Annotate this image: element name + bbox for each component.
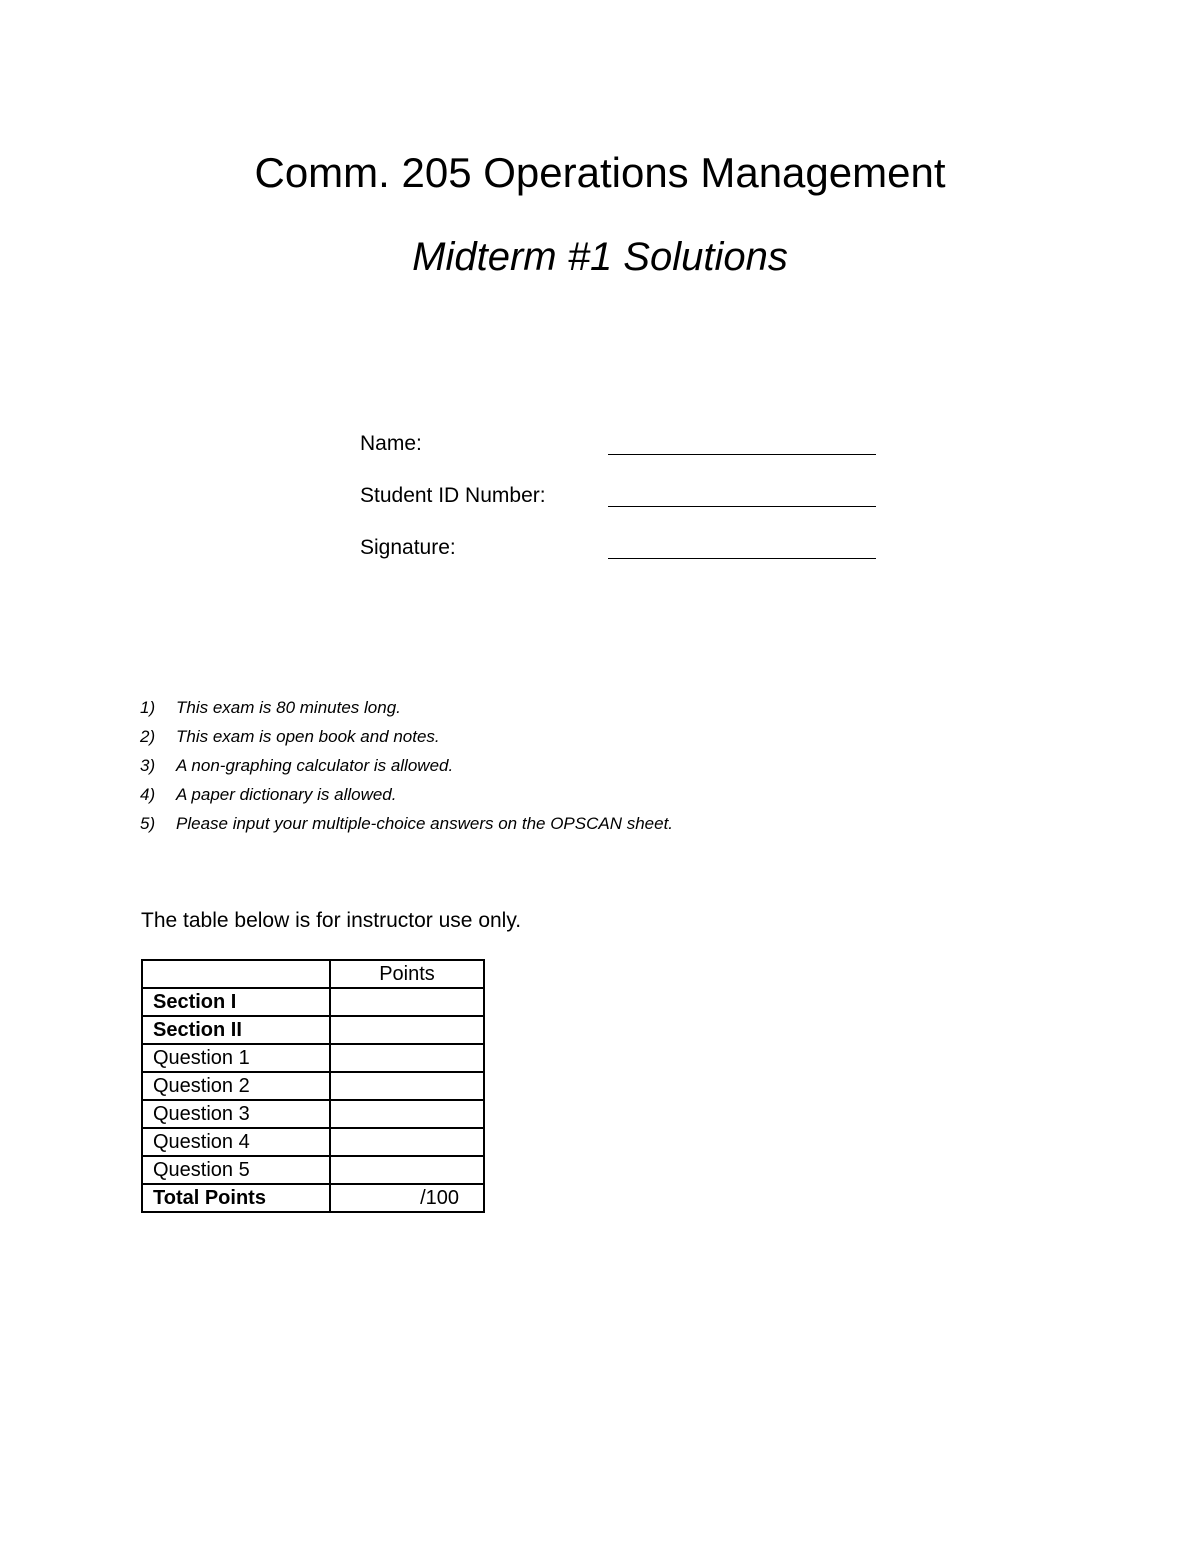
item-text: A paper dictionary is allowed.	[176, 785, 397, 804]
item-number: 2)	[140, 727, 156, 746]
row-label: Question 5	[142, 1156, 330, 1184]
table-row	[142, 1072, 484, 1100]
table-note: The table below is for instructor use only.	[141, 909, 522, 932]
item-text: This exam is 80 minutes long.	[176, 698, 401, 717]
row-points	[330, 1100, 484, 1128]
table-header-row	[142, 960, 484, 988]
list-item	[140, 780, 673, 809]
table-row	[142, 1156, 484, 1184]
table-row	[142, 1016, 484, 1044]
item-number: 5)	[140, 814, 156, 833]
student-id-label: Student ID Number:	[360, 484, 546, 507]
row-points	[330, 988, 484, 1016]
item-text: Please input your multiple-choice answers on the OPSCAN sheet.	[176, 814, 674, 833]
item-text: This exam is open book and notes.	[176, 727, 440, 746]
row-label: Question 4	[142, 1128, 330, 1156]
table-row	[142, 988, 484, 1016]
row-label: Question 2	[142, 1072, 330, 1100]
item-number: 4)	[140, 785, 156, 804]
row-label: Section I	[142, 988, 330, 1016]
page-title: Comm. 205 Operations Management	[254, 149, 946, 196]
table-row-total	[142, 1184, 484, 1212]
row-label: Question 3	[142, 1100, 330, 1128]
table-row	[142, 1044, 484, 1072]
row-points	[330, 1072, 484, 1100]
header-cell-empty	[142, 960, 330, 988]
row-points	[330, 1044, 484, 1072]
table-row	[142, 1128, 484, 1156]
page-subtitle: Midterm #1 Solutions	[412, 235, 788, 279]
name-field[interactable]	[608, 454, 876, 455]
instructions-list	[140, 693, 673, 838]
row-label: Question 1	[142, 1044, 330, 1072]
list-item	[140, 693, 673, 722]
list-item	[140, 722, 673, 751]
list-item	[140, 751, 673, 780]
total-label: Total Points	[142, 1184, 330, 1212]
item-number: 1)	[140, 698, 156, 717]
header-cell-points: Points	[330, 960, 484, 988]
total-value: /100	[330, 1184, 484, 1212]
table-row	[142, 1100, 484, 1128]
item-number: 3)	[140, 756, 156, 775]
item-text: A non-graphing calculator is allowed.	[176, 756, 454, 775]
row-points	[330, 1016, 484, 1044]
student-id-field[interactable]	[608, 506, 876, 507]
name-label: Name:	[360, 432, 422, 455]
signature-label: Signature:	[360, 536, 456, 559]
signature-field[interactable]	[608, 558, 876, 559]
list-item	[140, 809, 673, 838]
row-points	[330, 1156, 484, 1184]
row-points	[330, 1128, 484, 1156]
row-label: Section II	[142, 1016, 330, 1044]
score-table	[141, 959, 485, 1213]
